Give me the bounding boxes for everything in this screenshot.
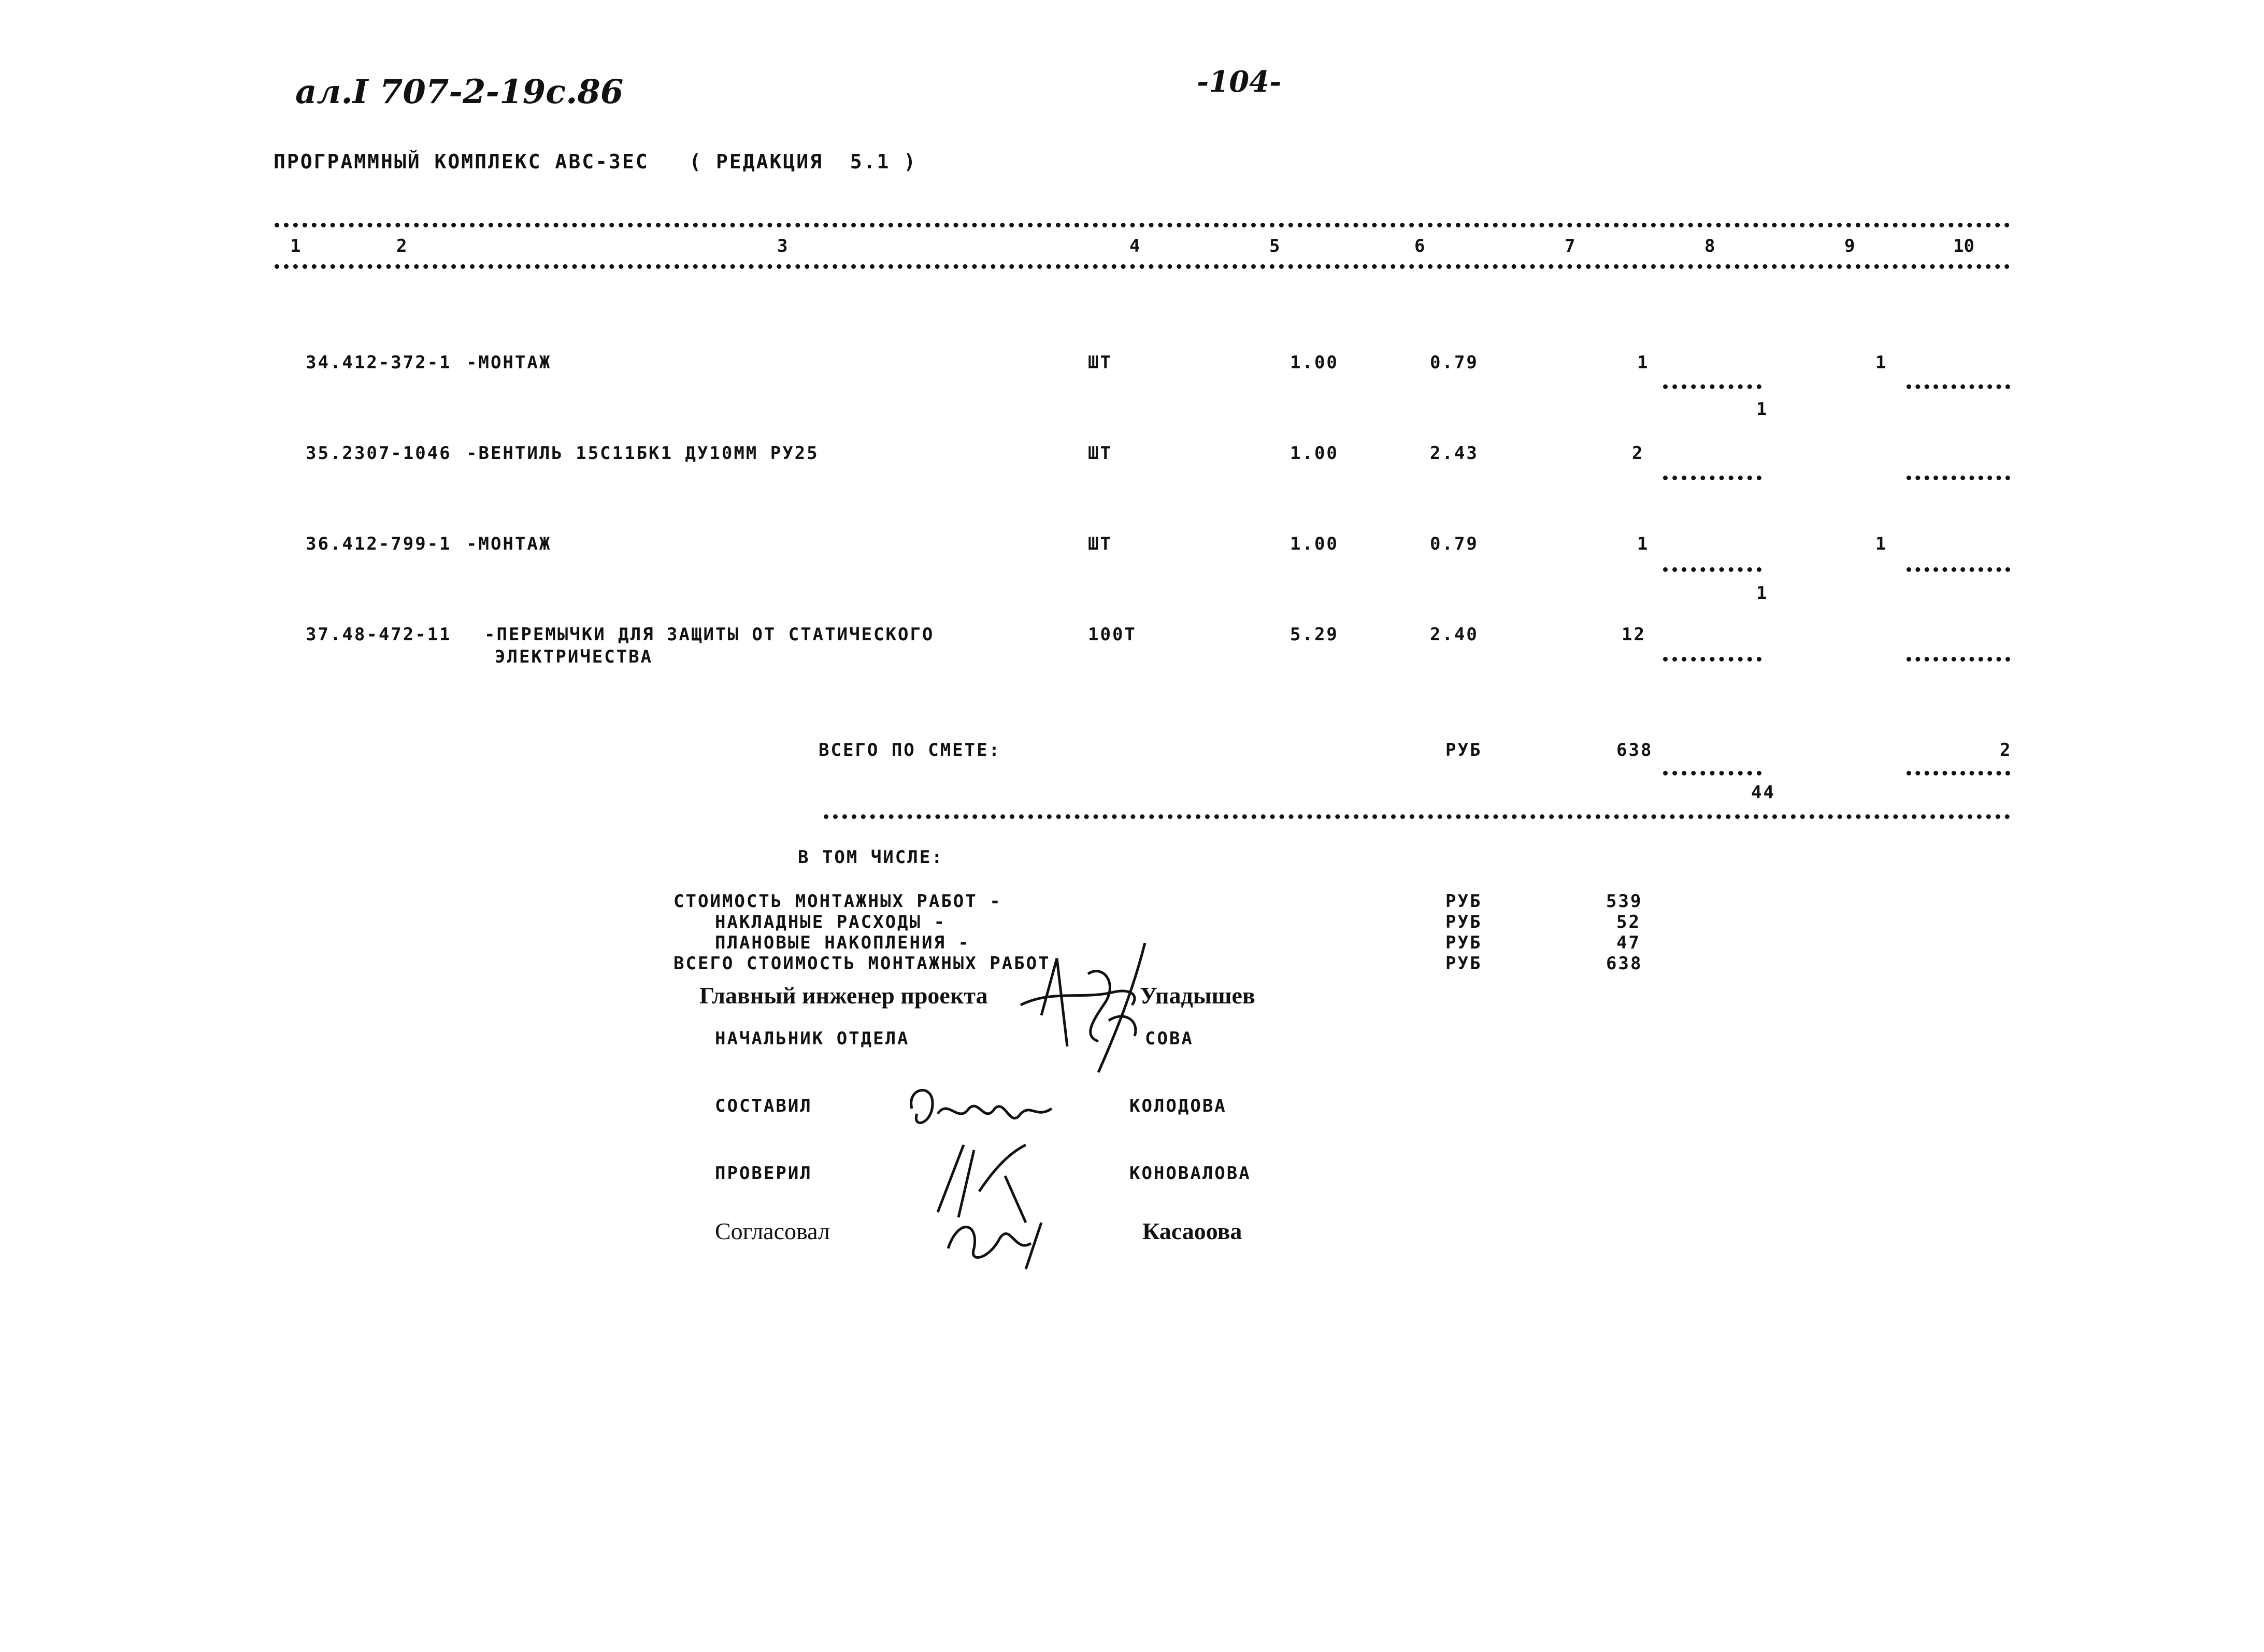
- row-col8: 1: [1756, 583, 1769, 604]
- row-price: 0.79: [1430, 352, 1479, 373]
- row-price: 2.43: [1430, 443, 1479, 464]
- total-col9: 2: [2000, 740, 2012, 760]
- column-number: 6: [1414, 236, 1425, 256]
- signature-role: Главный инженер проекта: [699, 982, 988, 1009]
- page-number: -104-: [1197, 65, 1282, 99]
- table-top-rule: [275, 223, 2010, 227]
- column-number: 4: [1129, 236, 1140, 256]
- column-number: 8: [1704, 236, 1715, 256]
- table-bottom-rule: [824, 814, 2010, 819]
- row-col7: 2: [1632, 443, 1644, 464]
- cell-fraction-rule: [1663, 384, 1761, 389]
- row-name: -МОНТАЖ: [466, 534, 552, 554]
- summary-unit: РУБ: [1445, 953, 1482, 974]
- row-col7: 12: [1622, 624, 1646, 645]
- total-label: ВСЕГО ПО СМЕТЕ:: [819, 740, 1001, 760]
- column-number: 2: [396, 236, 407, 256]
- row-col8: 1: [1756, 399, 1769, 420]
- row-qty: 1.00: [1290, 352, 1339, 373]
- row-code: 34.412-372-1: [306, 352, 452, 373]
- summary-unit: РУБ: [1445, 932, 1482, 953]
- row-unit: ШТ: [1088, 443, 1112, 464]
- summary-label: ПЛАНОВЫЕ НАКОПЛЕНИЯ -: [715, 932, 970, 953]
- row-col9: 1: [1875, 534, 1888, 554]
- signature-role: ПРОВЕРИЛ: [715, 1163, 812, 1184]
- signature-role: НАЧАЛЬНИК ОТДЕЛА: [715, 1028, 910, 1049]
- row-col7: 1: [1637, 534, 1650, 554]
- handwritten-signature-chief-engineer: [1010, 943, 1228, 1078]
- signature-name: СОВА: [1145, 1028, 1194, 1049]
- summary-value: 52: [1616, 912, 1641, 932]
- signature-role: Согласовал: [715, 1218, 830, 1244]
- summary-value: 47: [1616, 932, 1641, 953]
- signature-name: КОНОВАЛОВА: [1129, 1163, 1251, 1184]
- summary-value: 638: [1606, 953, 1643, 974]
- summary-label: СТОИМОСТЬ МОНТАЖНЫХ РАБОТ -: [674, 891, 1002, 912]
- signature-role: СОСТАВИЛ: [715, 1096, 812, 1116]
- total-value-below: 44: [1751, 782, 1775, 803]
- signature-name: КОЛОДОВА: [1129, 1096, 1227, 1116]
- table-header-rule: [275, 264, 2010, 269]
- column-number: 7: [1565, 236, 1575, 256]
- summary-label: НАКЛАДНЫЕ РАСХОДЫ -: [715, 912, 946, 932]
- document-code: ал.I 707-2-19с.86: [295, 73, 624, 111]
- cell-fraction-rule: [1907, 771, 2010, 775]
- row-price: 2.40: [1430, 624, 1479, 645]
- program-title: ПРОГРАММНЫЙ КОМПЛЕКС АВС-ЗЕС ( РЕДАКЦИЯ 5.1 ): [274, 150, 918, 173]
- row-price: 0.79: [1430, 534, 1479, 554]
- row-qty: 5.29: [1290, 624, 1339, 645]
- total-value: 638: [1616, 740, 1653, 760]
- cell-fraction-rule: [1907, 567, 2010, 572]
- row-qty: 1.00: [1290, 534, 1339, 554]
- cell-fraction-rule: [1907, 476, 2010, 480]
- total-unit: РУБ: [1445, 740, 1482, 760]
- cell-fraction-rule: [1907, 384, 2010, 389]
- row-name: -ПЕРЕМЫЧКИ ДЛЯ ЗАЩИТЫ ОТ СТАТИЧЕСКОГО: [484, 624, 935, 645]
- summary-value: 539: [1606, 891, 1643, 912]
- cell-fraction-rule: [1663, 476, 1761, 480]
- signature-name: Касаоова: [1142, 1218, 1242, 1244]
- summary-unit: РУБ: [1445, 891, 1482, 912]
- signature-name: Упадышев: [1140, 982, 1255, 1009]
- row-code: 37.48-472-11: [306, 624, 452, 645]
- cell-fraction-rule: [1663, 567, 1761, 572]
- row-code: 35.2307-1046: [306, 443, 452, 464]
- row-name: -МОНТАЖ: [466, 352, 552, 373]
- column-number: 5: [1269, 236, 1280, 256]
- row-name: -ВЕНТИЛЬ 15С11БК1 ДУ10ММ РУ25: [466, 443, 819, 464]
- row-qty: 1.00: [1290, 443, 1339, 464]
- row-unit: 100Т: [1088, 624, 1137, 645]
- column-number: 3: [777, 236, 788, 256]
- summary-heading: В ТОМ ЧИСЛЕ:: [798, 847, 944, 868]
- summary-unit: РУБ: [1445, 912, 1482, 932]
- cell-fraction-rule: [1663, 771, 1761, 775]
- cell-fraction-rule: [1663, 657, 1761, 662]
- cell-fraction-rule: [1907, 657, 2010, 662]
- column-number: 1: [290, 236, 301, 256]
- row-name-continued: ЭЛЕКТРИЧЕСТВА: [495, 647, 653, 667]
- summary-label: ВСЕГО СТОИМОСТЬ МОНТАЖНЫХ РАБОТ: [674, 953, 1051, 974]
- row-col7: 1: [1637, 352, 1650, 373]
- column-number: 10: [1953, 236, 1974, 256]
- row-col9: 1: [1875, 352, 1888, 373]
- column-number: 9: [1844, 236, 1855, 256]
- handwritten-signature-checker: [927, 1129, 1072, 1274]
- row-unit: ШТ: [1088, 352, 1112, 373]
- row-unit: ШТ: [1088, 534, 1112, 554]
- row-code: 36.412-799-1: [306, 534, 452, 554]
